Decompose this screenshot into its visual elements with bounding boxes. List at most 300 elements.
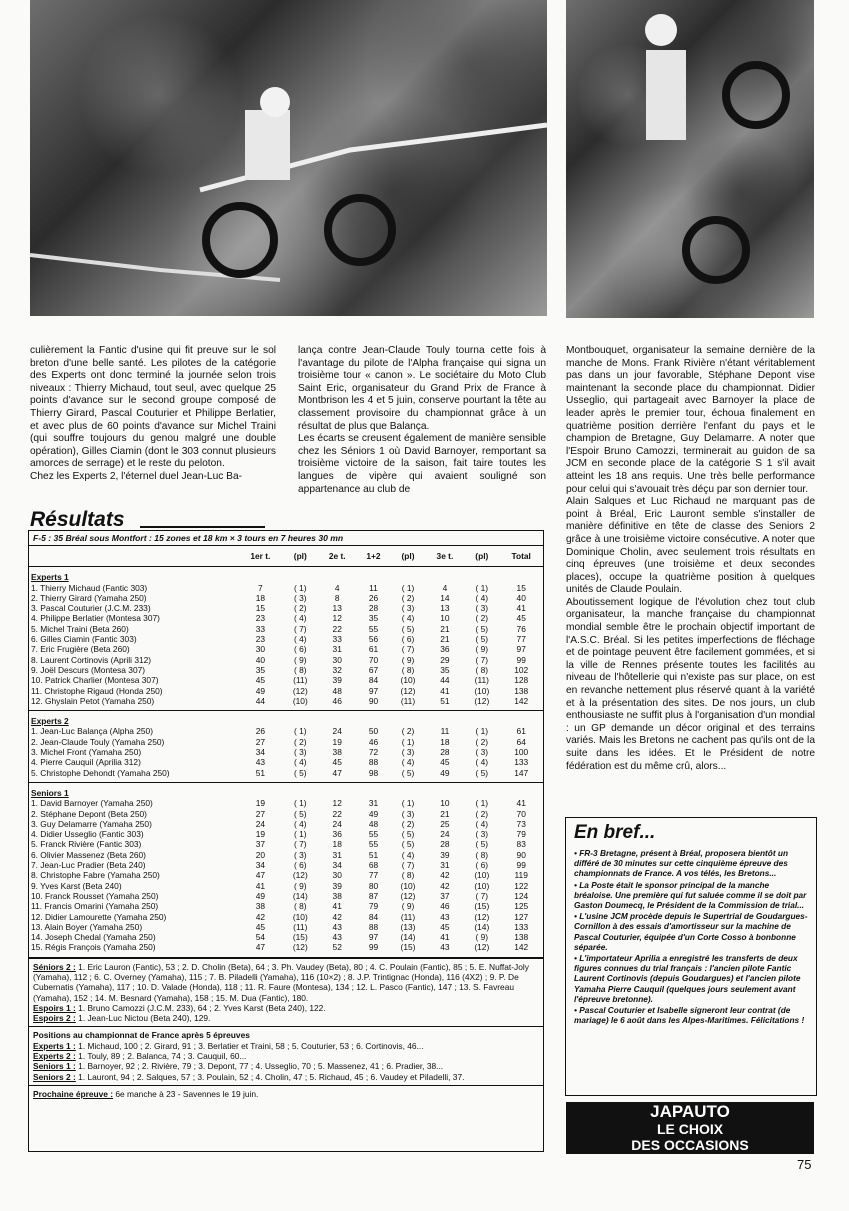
score-cell: 119	[514, 870, 528, 881]
column-header: (pl)	[390, 546, 425, 567]
score-cell: 11	[440, 726, 450, 737]
score-cell: 68	[368, 860, 379, 871]
score-cell: 43	[332, 921, 342, 932]
score-cell: ( 9)	[401, 901, 415, 912]
score-cell: 84	[368, 675, 379, 686]
score-cell: 37	[440, 890, 450, 901]
score-cell: ( 2)	[401, 726, 415, 737]
score-cell: ( 5)	[401, 623, 415, 634]
standing-text: 1. Lauront, 94 ; 2. Salques, 57 ; 3. Poulain, 52 ; 4. Cholin, 47 ; 5. Richaud, 45 ; 6. Vaudey et Piladelli, 37.	[75, 1071, 465, 1082]
score-cell: 41	[440, 685, 450, 696]
table-row	[29, 665, 543, 675]
score-cell: ( 4)	[475, 592, 489, 603]
score-cell: ( 8)	[401, 870, 415, 881]
score-cell: ( 8)	[475, 664, 489, 675]
score-cell: (12)	[474, 911, 490, 922]
score-cell: ( 5)	[475, 623, 489, 634]
rider-name: 11. Christophe Rigaud (Honda 250)	[31, 685, 163, 696]
rider-name: 1. David Barnoyer (Yamaha 250)	[31, 798, 153, 809]
score-cell: ( 3)	[294, 849, 307, 860]
score-cell: ( 1)	[294, 582, 307, 593]
score-cell: 50	[368, 726, 379, 737]
score-cell: 28	[368, 603, 379, 614]
score-cell: ( 9)	[475, 932, 489, 943]
group-title: Experts 2	[31, 716, 69, 727]
column-header: 1+2	[357, 546, 391, 567]
group-header-row	[29, 788, 543, 798]
rider-name: 9. Joël Descurs (Montesa 307)	[31, 664, 146, 675]
table-header-row	[29, 546, 543, 567]
standing-label: Seniors 1 :	[33, 1061, 76, 1072]
photo-rider-left	[30, 0, 547, 316]
table-row	[29, 768, 543, 778]
score-cell: ( 4)	[294, 757, 307, 768]
score-cell: 24	[332, 818, 342, 829]
score-cell: 138	[514, 932, 529, 943]
score-cell: 43	[440, 911, 450, 922]
score-cell: (12)	[292, 870, 308, 881]
score-cell: 142	[514, 942, 529, 953]
table-row	[29, 860, 543, 870]
score-cell: 99	[516, 860, 526, 871]
score-cell: 56	[368, 634, 379, 645]
rider-name: 5. Franck Rivière (Fantic 303)	[31, 839, 142, 850]
score-cell: 84	[368, 911, 379, 922]
score-cell: ( 4)	[475, 757, 489, 768]
next-event	[29, 1086, 543, 1102]
score-cell: ( 1)	[294, 798, 307, 809]
table-row	[29, 757, 543, 767]
score-cell: 27	[255, 736, 266, 747]
score-cell: ( 8)	[475, 849, 489, 860]
score-cell: 11	[369, 582, 378, 593]
score-cell: 39	[440, 849, 450, 860]
score-cell: 34	[255, 860, 266, 871]
score-cell: 122	[514, 880, 529, 891]
score-cell: 49	[368, 808, 379, 819]
score-cell: ( 1)	[401, 582, 415, 593]
rider-name: 4. Pierre Cauquil (Aprilia 312)	[31, 757, 141, 768]
score-cell: 43	[440, 942, 450, 953]
score-cell: ( 2)	[475, 808, 489, 819]
score-cell: ( 5)	[401, 829, 415, 840]
score-cell: 33	[332, 634, 342, 645]
score-cell: 31	[440, 860, 450, 871]
score-cell: (10)	[474, 685, 490, 696]
score-cell: 19	[332, 736, 342, 747]
score-cell: 97	[368, 685, 379, 696]
score-cell: 19	[255, 829, 266, 840]
score-cell: ( 5)	[401, 767, 415, 778]
score-cell: 18	[332, 839, 342, 850]
results-heading: Résultats	[30, 508, 125, 531]
table-row	[29, 726, 543, 736]
score-cell: (12)	[292, 685, 308, 696]
results-table	[29, 546, 543, 957]
rider-name: 14. Joseph Chedal (Yamaha 250)	[31, 932, 156, 943]
score-cell: 51	[368, 849, 379, 860]
score-cell: ( 1)	[401, 798, 415, 809]
table-row	[29, 593, 543, 603]
score-cell: 35	[368, 613, 379, 624]
score-cell: ( 4)	[294, 818, 307, 829]
score-cell: 79	[516, 829, 526, 840]
score-cell: 28	[440, 839, 450, 850]
score-cell: ( 3)	[475, 603, 489, 614]
score-cell: 30	[255, 644, 266, 655]
score-cell: ( 7)	[294, 839, 307, 850]
score-cell: 12	[332, 798, 342, 809]
score-cell: 98	[368, 767, 379, 778]
next-event-label: Prochaine épreuve :	[33, 1088, 114, 1099]
score-cell: 35	[440, 664, 450, 675]
rider-name: 3. Pascal Couturier (J.C.M. 233)	[31, 603, 151, 614]
score-cell: ( 6)	[401, 634, 415, 645]
rider-name: 4. Philippe Berlatier (Montesa 307)	[31, 613, 160, 624]
score-cell: (15)	[474, 901, 490, 912]
score-cell: 18	[440, 736, 450, 747]
score-cell: 34	[255, 747, 266, 758]
score-cell: 41	[255, 880, 266, 891]
table-row	[29, 881, 543, 891]
score-cell: (12)	[400, 890, 416, 901]
score-cell: 41	[516, 798, 526, 809]
score-cell: (10)	[474, 870, 490, 881]
score-cell: 39	[332, 675, 342, 686]
score-cell: 43	[332, 932, 342, 943]
score-cell: 46	[332, 695, 342, 706]
rider-name: 15. Régis François (Yamaha 250)	[31, 942, 156, 953]
score-cell: (11)	[400, 695, 416, 706]
score-cell: 52	[332, 942, 342, 953]
score-cell: ( 2)	[475, 613, 489, 624]
rider-name: 11. Francis Omarini (Yamaha 250)	[31, 901, 159, 912]
standing-line	[33, 1051, 539, 1061]
rider-name: 6. Gilles Ciamin (Fantic 303)	[31, 634, 137, 645]
score-cell: 7	[258, 582, 263, 593]
score-cell: 44	[440, 675, 450, 686]
table-row	[29, 829, 543, 839]
score-cell: 29	[440, 654, 450, 665]
score-cell: 14	[440, 592, 450, 603]
standing-text: 1. Michaud, 100 ; 2. Girard, 91 ; 3. Berlatier et Traini, 58 ; 5. Couturier, 53 ; 6. Cortinovis, 46...	[75, 1040, 424, 1051]
score-cell: 45	[332, 757, 342, 768]
table-row	[29, 850, 543, 860]
standing-label: Seniors 2 :	[33, 1071, 76, 1082]
score-cell: ( 9)	[475, 644, 489, 655]
score-cell: 124	[514, 890, 529, 901]
score-cell: 23	[255, 613, 266, 624]
score-cell: ( 3)	[401, 747, 415, 758]
score-cell: ( 3)	[294, 747, 307, 758]
category-text: 1. Bruno Camozzi (J.C.M. 233), 64 ; 2. Yves Karst (Beta 240), 122.	[75, 1002, 326, 1013]
category-result	[33, 1003, 539, 1013]
list-item: • La Poste était le sponsor principal de la manche bréaloise. Une première qui fut saluée comme il se doit par Gaston Doumecq, le Président de la Commission de trial...	[574, 879, 807, 911]
column-header: 3e t.	[426, 546, 465, 567]
category-result	[33, 962, 539, 1003]
table-row	[29, 932, 543, 942]
score-cell: 47	[332, 767, 342, 778]
score-cell: 39	[332, 880, 342, 891]
score-cell: 30	[332, 870, 342, 881]
score-cell: 61	[368, 644, 379, 655]
table-row	[29, 603, 543, 613]
score-cell: ( 3)	[294, 592, 307, 603]
category-text: 1. Jean-Luc Nictou (Beta 240), 129.	[75, 1013, 211, 1024]
score-cell: 40	[255, 654, 266, 665]
score-cell: 24	[440, 829, 450, 840]
score-cell: 41	[516, 603, 526, 614]
category-result	[33, 1013, 539, 1023]
score-cell: 47	[255, 870, 266, 881]
score-cell: 142	[514, 695, 529, 706]
score-cell: ( 5)	[294, 808, 307, 819]
score-cell: ( 4)	[294, 634, 307, 645]
score-cell: ( 3)	[475, 829, 489, 840]
score-cell: 70	[516, 808, 526, 819]
standing-text: 1. Touly, 89 ; 2. Balanca, 74 ; 3. Cauquil, 60...	[75, 1051, 247, 1062]
score-cell: ( 8)	[294, 901, 307, 912]
score-cell: ( 9)	[401, 654, 415, 665]
table-row	[29, 891, 543, 901]
score-cell: (10)	[400, 675, 416, 686]
score-cell: ( 9)	[294, 654, 307, 665]
score-cell: 42	[440, 880, 450, 891]
score-cell: 51	[255, 767, 266, 778]
list-item: • L'importateur Aprilia a enregistré les transferts de deux figures connues du trial français : l'ancien pilote Fantic Laurent Cortinovis (depuis Goudargues) et l'ancien pilote Yamaha Pierre Cauquil (quelques jours seulement avant l'épreuve bretonne).	[574, 953, 801, 1004]
score-cell: 48	[368, 818, 379, 829]
group-title: Seniors 1	[31, 787, 69, 798]
score-cell: 90	[368, 695, 379, 706]
score-cell: (10)	[292, 695, 308, 706]
score-cell: 24	[332, 726, 342, 737]
score-cell: ( 2)	[401, 818, 415, 829]
rider-name: 6. Olivier Massenez (Beta 260)	[31, 849, 146, 860]
score-cell: ( 7)	[401, 860, 415, 871]
score-cell: (14)	[474, 921, 490, 932]
table-row	[29, 870, 543, 880]
photo-rider-right	[566, 0, 814, 318]
table-row	[29, 839, 543, 849]
score-cell: ( 3)	[475, 747, 489, 758]
score-cell: (15)	[400, 942, 416, 953]
score-cell: 42	[440, 870, 450, 881]
score-cell: ( 5)	[475, 634, 489, 645]
table-row	[29, 624, 543, 634]
list-item: • Pascal Couturier et Isabelle signeront leur contrat (de mariage) le 6 août dans les Alpes-Maritimes. Félicitations !	[574, 1005, 805, 1026]
score-cell: 64	[516, 736, 526, 747]
divider	[140, 526, 265, 528]
score-cell: 24	[255, 818, 266, 829]
score-cell: 49	[255, 685, 266, 696]
category-label: Espoirs 1 :	[33, 1002, 76, 1013]
score-cell: (15)	[292, 932, 308, 943]
score-cell: ( 1)	[294, 829, 307, 840]
score-cell: 54	[255, 932, 266, 943]
score-cell: 73	[516, 818, 526, 829]
score-cell: 42	[332, 911, 342, 922]
score-cell: 4	[442, 582, 448, 593]
list-item: • L'usine JCM procède depuis le Supertrial de Goudargues-Cornillon à des essais d'amortisseur sur la machine de Pascal Couturier, équipée d'un Corte Cosso à bonbonne séparée.	[574, 911, 808, 952]
table-row	[29, 686, 543, 696]
score-cell: ( 1)	[401, 736, 415, 747]
table-row	[29, 696, 543, 706]
score-cell: 138	[514, 685, 529, 696]
score-cell: 67	[368, 664, 379, 675]
score-cell: ( 7)	[475, 654, 489, 665]
score-cell: ( 1)	[294, 726, 307, 737]
score-cell: (14)	[400, 932, 416, 943]
article-column-2	[298, 345, 546, 496]
group-spacer	[29, 953, 543, 958]
score-cell: 80	[368, 880, 379, 891]
score-cell: ( 3)	[401, 808, 415, 819]
score-cell: ( 5)	[475, 839, 489, 850]
score-cell: 55	[368, 623, 379, 634]
score-cell: 10	[440, 798, 450, 809]
score-cell: 46	[368, 736, 379, 747]
standing-line	[33, 1041, 539, 1051]
score-cell: (12)	[292, 942, 308, 953]
score-cell: 45	[440, 757, 450, 768]
score-cell: ( 4)	[294, 613, 307, 624]
rider-name: 9. Yves Karst (Beta 240)	[31, 880, 122, 891]
score-cell: 37	[255, 839, 266, 850]
score-cell: 45	[440, 921, 450, 932]
group-header-row	[29, 572, 543, 582]
score-cell: ( 2)	[475, 736, 489, 747]
score-cell: 13	[332, 603, 342, 614]
column-header: (pl)	[283, 546, 318, 567]
table-row	[29, 737, 543, 747]
score-cell: 45	[255, 675, 266, 686]
score-cell: (12)	[474, 942, 490, 953]
score-cell: 79	[368, 901, 379, 912]
standings-title: Positions au championnat de France après 5 épreuves	[33, 1030, 250, 1041]
score-cell: 15	[516, 582, 526, 593]
score-cell: ( 4)	[401, 613, 415, 624]
score-cell: 12	[332, 613, 342, 624]
table-row	[29, 644, 543, 654]
paragraph: Montbouquet, organisateur la semaine dernière de la manche de Mons. Frank Rivière n'étant véritablement pas dans un jour favorable, Stéphane Depont vise maintenant la seconde place du championnat. Didier Usseglio, qui partageait avec Barnoyer la place de leader après le premier tour, échoua finalement en quatrième position derrière l'enfant du pays et le champion de Bretagne, Guy Delamarre. A noter que l'Espoir Bruno Camozzi, terminerait au guidon de sa JCM en seconde place de la catégorie S 1 s'il avait atteint les 18 ans requis. Une très belle performance pour celui qui s'avouait très déçu par son dernier tour.	[566, 345, 815, 495]
japauto-advertisement	[566, 1102, 814, 1154]
score-cell: ( 7)	[401, 644, 415, 655]
score-cell: 61	[516, 726, 526, 737]
score-cell: (11)	[293, 675, 308, 686]
table-row	[29, 819, 543, 829]
en-bref-list	[566, 848, 816, 1025]
rider-name: 7. Eric Frugière (Beta 260)	[31, 644, 130, 655]
list-item: • FR-3 Bretagne, présent à Bréal, proposera bientôt un différé de 30 minutes sur cette cinquième épreuve des championnats de France. A vos télés, les Bretons...	[574, 848, 789, 879]
en-bref-box	[565, 817, 817, 1096]
rider-name: 2. Thierry Girard (Yamaha 250)	[31, 592, 147, 603]
score-cell: 15	[255, 603, 266, 614]
championship-standings	[29, 1027, 543, 1085]
table-row	[29, 583, 543, 593]
score-cell: 88	[368, 757, 379, 768]
score-cell: 22	[332, 623, 342, 634]
rider-name: 12. Didier Lamourette (Yamaha 250)	[31, 911, 167, 922]
score-cell: (13)	[400, 921, 416, 932]
category-text: 1. Eric Lauron (Fantic), 53 ; 2. D. Cholin (Beta), 64 ; 3. Ph. Vaudey (Beta), 80 ; 4. C. Poulain (Fantic), 85 ; 5. E. Nuffat-Joly (Yamaha), 112 ; 6. C. Overney (Yamaha), 115 ; 7. B. Piladelli (Yamaha), 116 (10×2) ; 8. J.P. Trintignac (Honda), 116 (4X2) ; 9. P. De Cubernatis (Yamaha), 117 ; 10. D. Valade (Honda), 118 ; 11. R. Faure (Montesa), 134 ; 12. L. Pasco (Fantic), 147 ; 13. S. Favreau (Yamaha), 152 ; 14. M. Besnard (Yamaha), 158 ; 15. M. Dua (Fantic), 180.	[33, 961, 529, 1003]
score-cell: 45	[255, 921, 266, 932]
rider-name: 2. Jean-Claude Touly (Yamaha 250)	[31, 736, 165, 747]
score-cell: ( 7)	[294, 623, 307, 634]
table-row	[29, 912, 543, 922]
score-cell: 90	[516, 849, 526, 860]
rider-name: 4. Didier Usseglio (Fantic 303)	[31, 829, 144, 840]
table-row	[29, 655, 543, 665]
score-cell: (11)	[474, 675, 489, 686]
column-header: 2e t.	[318, 546, 357, 567]
table-row	[29, 798, 543, 808]
table-row	[29, 747, 543, 757]
score-cell: (11)	[293, 921, 308, 932]
standing-label: Experts 2 :	[33, 1051, 76, 1062]
score-cell: 70	[368, 654, 379, 665]
score-cell: 55	[368, 839, 379, 850]
score-cell: 46	[440, 901, 450, 912]
score-cell: 87	[368, 890, 379, 901]
table-row	[29, 809, 543, 819]
en-bref-title: En bref...	[574, 822, 656, 843]
table-row	[29, 901, 543, 911]
score-cell: (14)	[292, 890, 308, 901]
rider-name: 13. Alain Boyer (Yamaha 250)	[31, 921, 143, 932]
score-cell: 76	[516, 623, 526, 634]
results-event-header: F-5 : 35 Bréal sous Montfort : 15 zones et 18 km × 3 tours en 7 heures 30 mn	[29, 531, 543, 546]
score-cell: 97	[368, 932, 379, 943]
rider-name: 8. Christophe Fabre (Yamaha 250)	[31, 870, 160, 881]
score-cell: ( 5)	[401, 839, 415, 850]
score-cell: 49	[255, 890, 266, 901]
column-header: 1er t.	[238, 546, 283, 567]
score-cell: ( 1)	[475, 582, 489, 593]
score-cell: 99	[516, 654, 526, 665]
score-cell: 31	[368, 798, 379, 809]
score-cell: 4	[334, 582, 340, 593]
score-cell: 21	[440, 808, 450, 819]
score-cell: 10	[440, 613, 450, 624]
score-cell: 32	[332, 664, 342, 675]
score-cell: 40	[516, 592, 526, 603]
rider-name: 3. Guy Delamarre (Yamaha 250)	[31, 818, 152, 829]
group-header-row	[29, 716, 543, 726]
score-cell: 72	[368, 747, 379, 758]
table-row	[29, 922, 543, 932]
ad-brand: JAPAUTO	[650, 1102, 730, 1121]
rider-name: 7. Jean-Luc Pradier (Beta 240)	[31, 860, 146, 871]
score-cell: 43	[255, 757, 266, 768]
rider-name: 5. Michel Traini (Beta 260)	[31, 623, 129, 634]
score-cell: 28	[440, 747, 450, 758]
rider-name: 10. Franck Rousset (Yamaha 250)	[31, 890, 159, 901]
paragraph: Aboutissement logique de l'évolution chez tout club organisateur, la manche française du championnat mondial semble être le prochain objectif important de l'A.S.C. Bréal. Si les petites imperfections de fléchage et de pointage peuvent être facilement gommées, et si la ville de Rennes présente toutes les facilités au niveau de l'hôtellerie qui n'existe pas sur place, on est en revanche nettement plus réservé quant à la variété et à la présentation des sites. De nos jours, un club enthousiaste ne suffit plus à l'organisation d'un mondial : un GP demande un décor original et des terrains variés. Mais les Bretons ne cachent pas qu'ils ont de la suite dans les idées. Et le Président de notre fédération est du même crû, alors...	[566, 596, 815, 772]
score-cell: (10)	[474, 880, 490, 891]
score-cell: 34	[332, 860, 342, 871]
column-header: Total	[499, 546, 543, 567]
results-table-box	[28, 530, 544, 1152]
score-cell: 48	[332, 685, 342, 696]
score-cell: (12)	[474, 695, 490, 706]
score-cell: 35	[255, 664, 266, 675]
paragraph: lança contre Jean-Claude Touly tourna cette fois à l'avantage du pilote de l'Alpha française qui signa un troisième tour « canon ». Le sociétaire du Moto Club Saint Eric, organisateur du Grand Prix de France à Montbrison les 4 et 5 juin, conserve pourtant la tête au classement provisoire du championnat grâce à un résultat de plus que Balança.	[298, 345, 546, 432]
score-cell: 25	[440, 818, 450, 829]
standing-text: 1. Barnoyer, 92 ; 2. Rivière, 79 ; 3. Depont, 77 ; 4. Usseglio, 70 ; 5. Massenez, 41 ; 6. Pradier, 38...	[75, 1061, 444, 1072]
standing-label: Experts 1 :	[33, 1040, 76, 1051]
other-categories	[29, 958, 543, 1028]
table-row	[29, 675, 543, 685]
